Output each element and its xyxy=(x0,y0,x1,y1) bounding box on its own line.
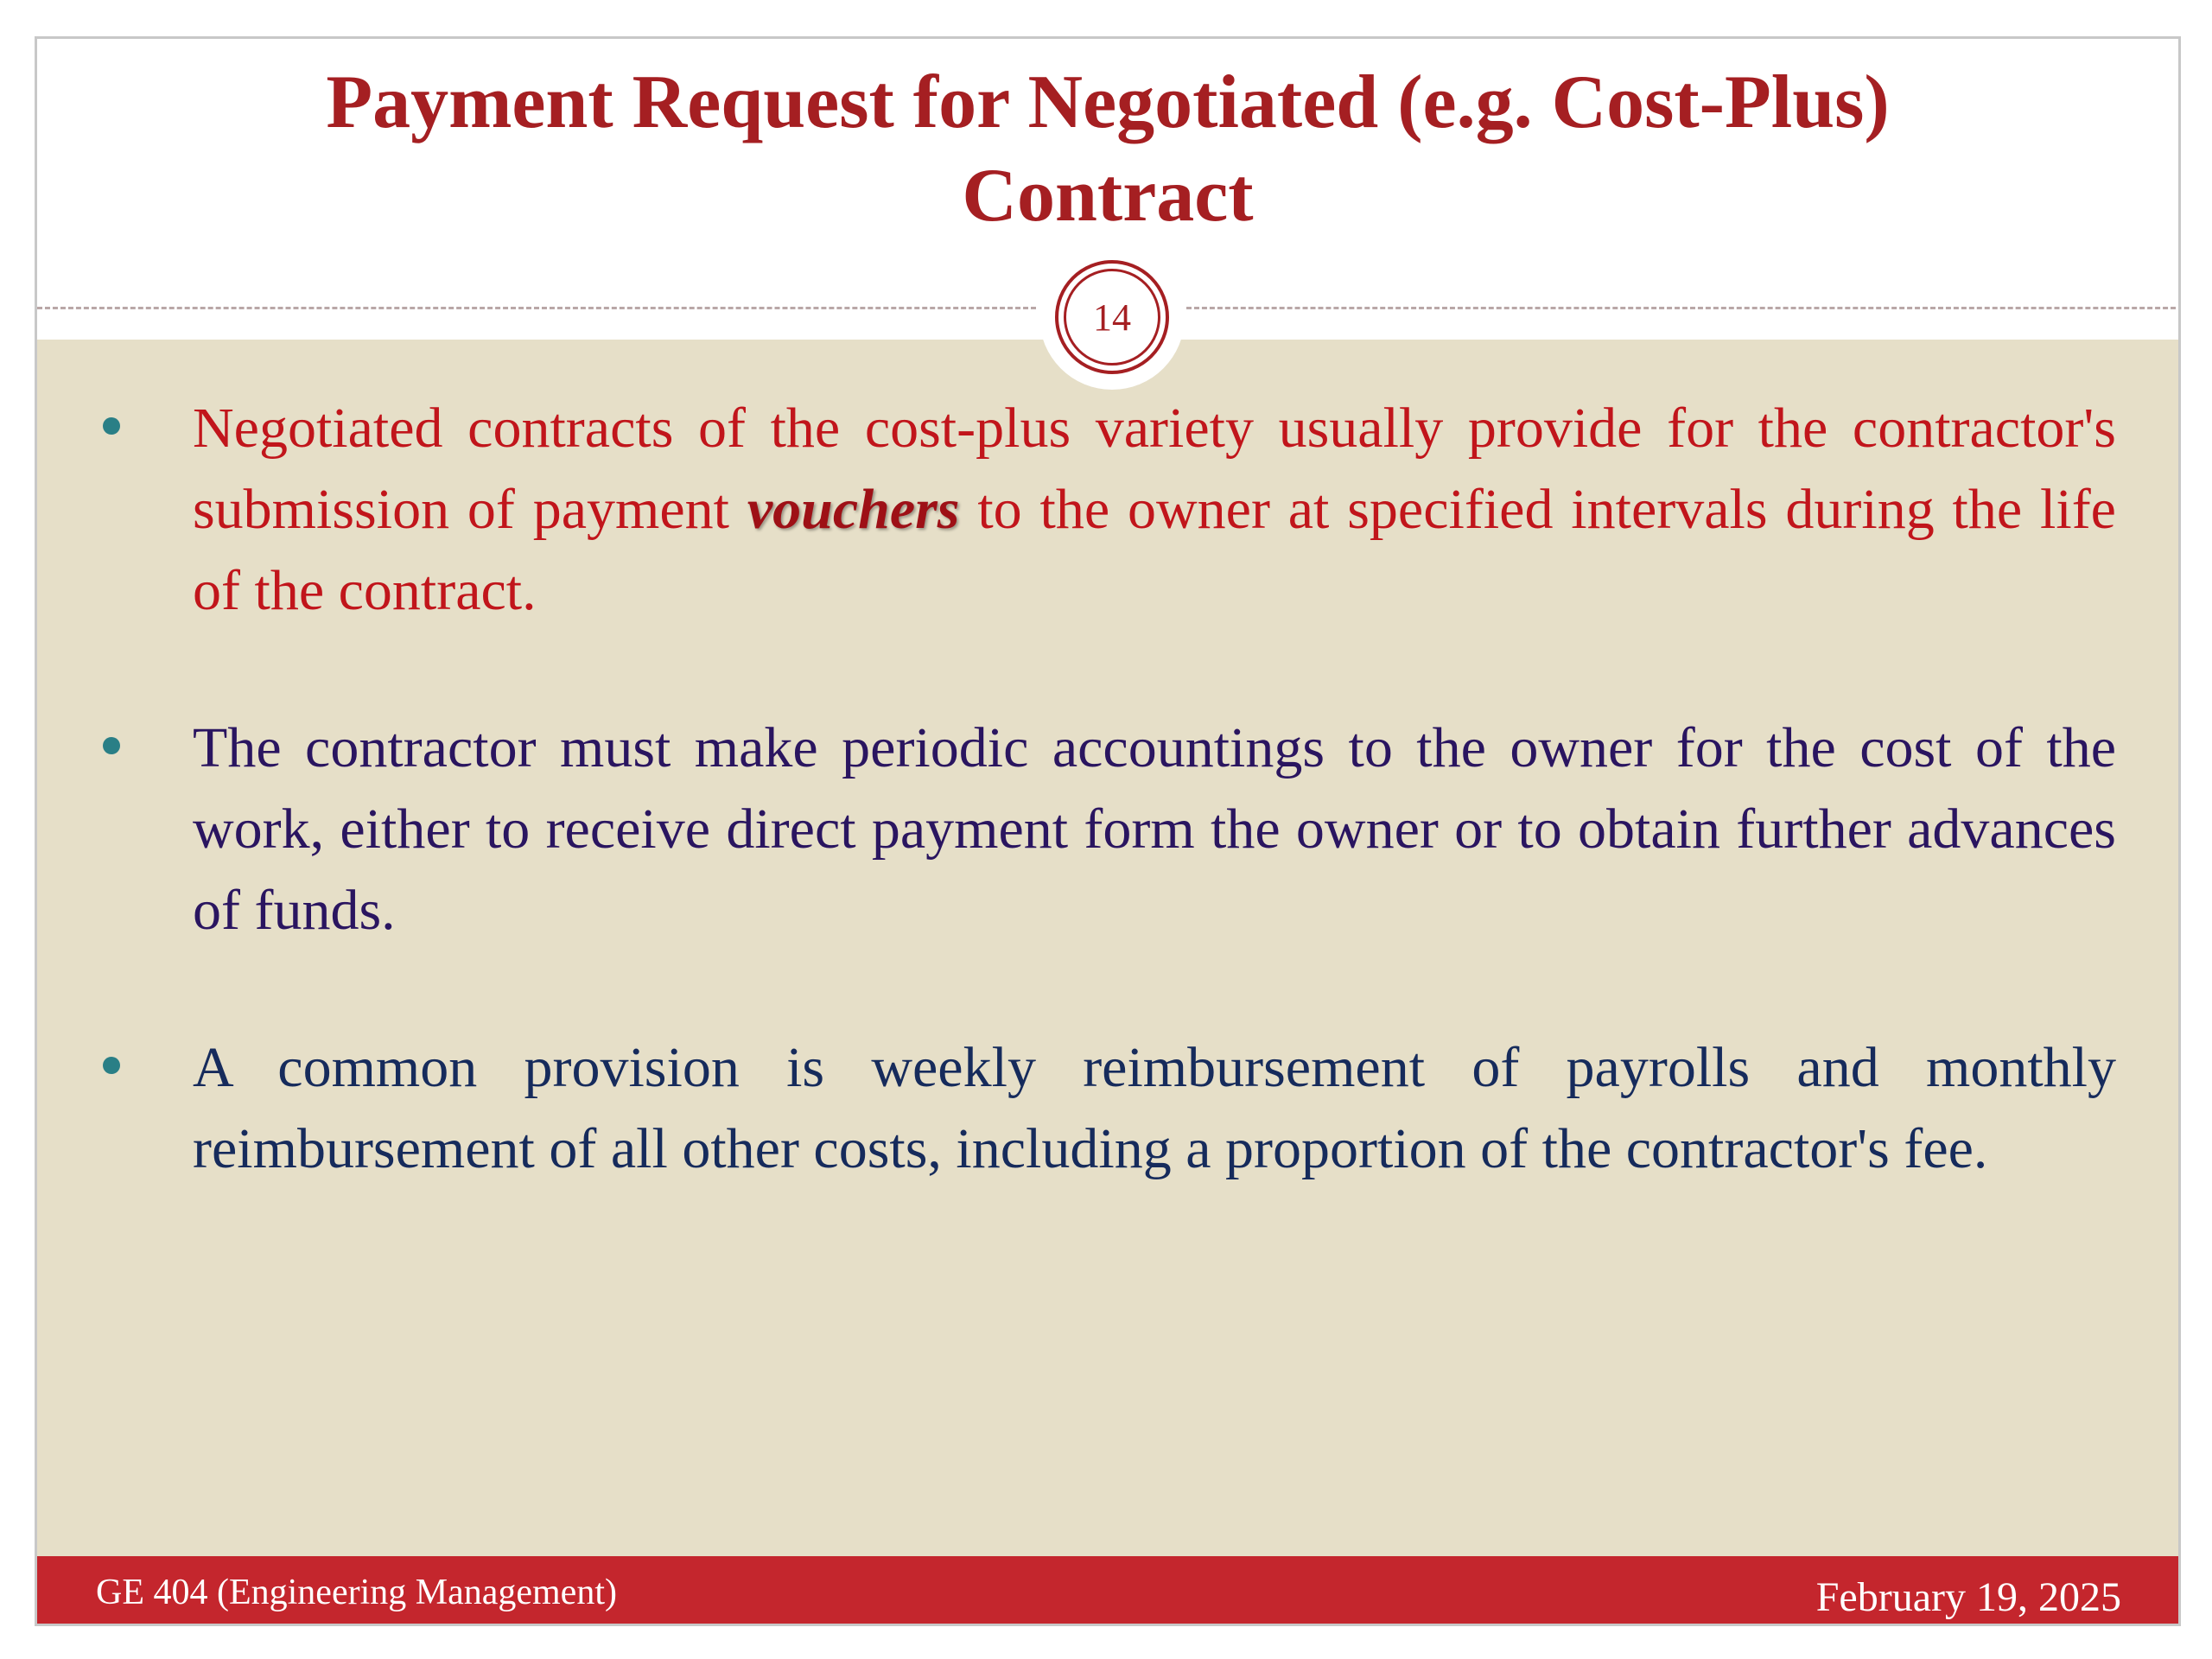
divider-right xyxy=(1186,307,2181,309)
bullet-item-2 xyxy=(193,708,2116,951)
title-line-2: Contract xyxy=(962,154,1254,238)
title-line-1: Payment Request for Negotiated (e.g. Cost-Plus) xyxy=(326,60,1890,144)
slide-number: 14 xyxy=(1064,269,1160,365)
bullet-list xyxy=(37,388,2178,1266)
slide xyxy=(35,36,2181,1626)
bullet-dot-icon xyxy=(103,1057,120,1074)
footer-course: GE 404 (Engineering Management) xyxy=(96,1573,617,1612)
slide-title xyxy=(37,56,2178,243)
footer-date: February 19, 2025 xyxy=(1815,1574,2121,1620)
footer-bar xyxy=(37,1556,2178,1626)
bullet-2-text: The contractor must make periodic accountings to the owner for the cost of the work, either to receive direct payment form the owner or to obtain further advances of funds. xyxy=(193,716,2116,942)
bullet-dot-icon xyxy=(103,737,120,754)
divider-left xyxy=(37,307,1036,309)
bullet-3-text: A common provision is weekly reimbursement of payrolls and monthly reimbursement of all other costs, including a proportion of the contractor's fee. xyxy=(193,1036,2116,1180)
bullet-1-text-b: to the owner at specified intervals during the life of the contract. xyxy=(193,478,2116,622)
bullet-item-3 xyxy=(193,1027,2116,1190)
bullet-item-1 xyxy=(193,388,2116,632)
bullet-1-text-a: Negotiated contracts of the cost-plus variety usually provide for the contractor's submission of payment xyxy=(193,397,2116,541)
bullet-1-emphasis: vouchers xyxy=(747,478,960,541)
bullet-dot-icon xyxy=(103,417,120,435)
